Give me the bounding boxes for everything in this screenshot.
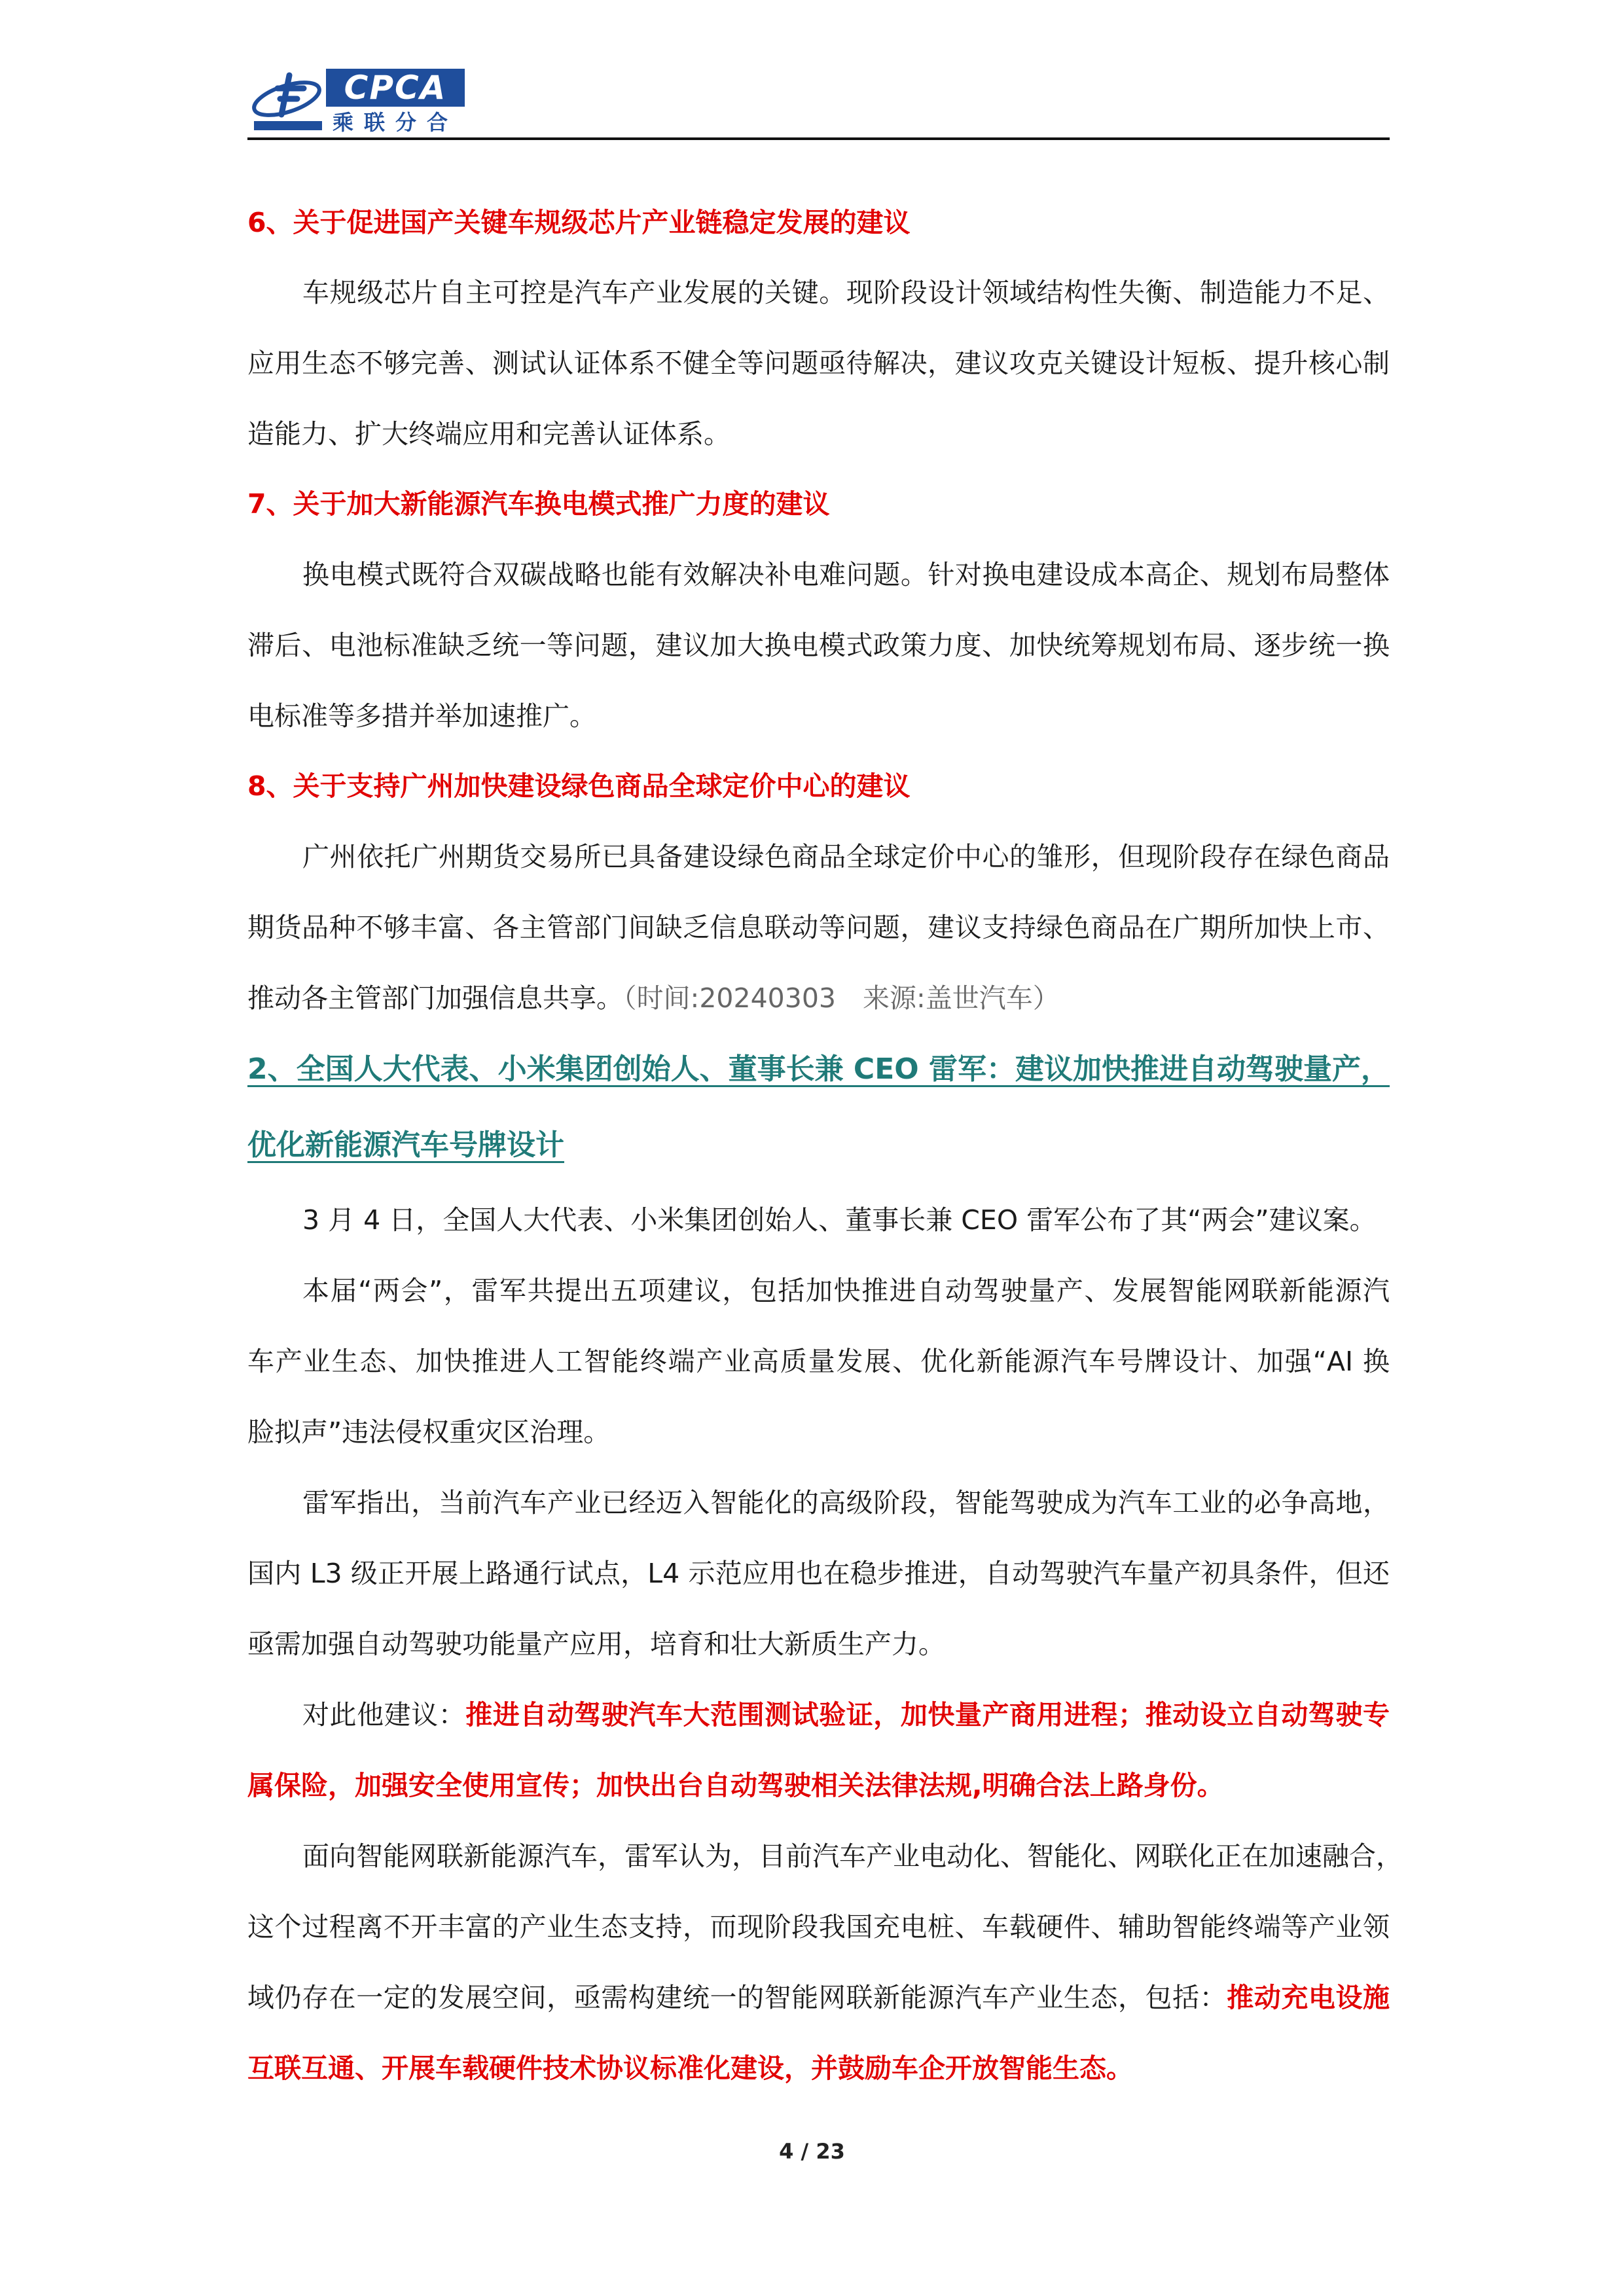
article-paragraph-line [247,1962,1390,2033]
recommendation-highlight: 推进自动驾驶汽车大范围测试验证，加快量产商用进程；推动设立自动驾驶专 [465,1699,1390,1731]
section-6-line: 造能力、扩大终端应用和完善认证体系。 [247,418,731,450]
cpca-logo [249,62,471,137]
article-paragraph-line: 脸拟声”违法侵权重灾区治理。 [247,1416,611,1448]
section-7-title: 7、关于加大新能源汽车换电模式推广力度的建议 [247,488,830,520]
recommendation-lead: 对此他建议： [302,1699,466,1731]
article-paragraph: 面向智能网联新能源汽车，雷军认为，目前汽车产业电动化、智能化、网联化正在加速融合， [302,1840,1403,1872]
section-6-line: 应用生态不够完善、测试认证体系不健全等问题亟待解决，建议攻克关键设计短板、提升核心制 [247,348,1390,379]
article-paragraph-line: 车产业生态、加快推进人工智能终端产业高质量发展、优化新能源汽车号牌设计、加强“AI 换 [247,1346,1390,1377]
section-6-line: 车规级芯片自主可控是汽车产业发展的关键。现阶段设计领域结构性失衡、制造能力不足、 [302,277,1390,308]
cpca-emblem-icon [249,69,327,134]
header-divider [247,137,1390,140]
article-paragraph-line: 这个过程离不开丰富的产业生态支持，而现阶段我国充电桩、车载硬件、辅助智能终端等产业领 [247,1911,1390,1943]
section-8-line-text: 推动各主管部门加强信息共享。 [247,982,623,1014]
ecosystem-text: 域仍存在一定的发展空间，亟需构建统一的智能网联新能源汽车产业生态，包括： [247,1982,1227,2013]
section-8-title: 8、关于支持广州加快建设绿色商品全球定价中心的建议 [247,770,911,802]
logo-subtitle: 乘联分合 [333,110,459,135]
page-number: 4 / 23 [779,2139,845,2164]
article-paragraph: 本届“两会”，雷军共提出五项建议，包括加快推进自动驾驶量产、发展智能网联新能源汽 [302,1275,1390,1306]
source-note: （时间:20240303 来源:盖世汽车） [623,982,1060,1014]
section-7-line: 电标准等多措并举加速推广。 [247,700,596,732]
section-7-line: 滞后、电池标准缺乏统一等问题，建议加大换电模式政策力度、加快统筹规划布局、逐步统一换 [247,630,1390,661]
ecosystem-highlight-line: 互联互通、开展车载硬件技术协议标准化建设，并鼓励车企开放智能生态。 [247,2053,1133,2084]
article-paragraph: 雷军指出，当前汽车产业已经迈入智能化的高级阶段，智能驾驶成为汽车工业的必争高地， [302,1487,1390,1518]
article-title: 2、全国人大代表、小米集团创始人、董事长兼 CEO 雷军：建议加快推进自动驾驶量产， [247,1052,1390,1086]
article-paragraph-line: 亟需加强自动驾驶功能量产应用，培育和壮大新质生产力。 [247,1628,945,1660]
logo-wordmark: CPCA [326,69,465,107]
ecosystem-highlight: 推动充电设施 [1227,1982,1390,2013]
section-8-line: 广州依托广州期货交易所已具备建设绿色商品全球定价中心的雏形，但现阶段存在绿色商品 [302,841,1390,872]
article-title-cont: 优化新能源汽车号牌设计 [247,1128,564,1162]
article-paragraph-line: 国内 L3 级正开展上路通行试点，L4 示范应用也在稳步推进，自动驾驶汽车量产初具条件，但还 [247,1558,1390,1589]
section-8-last-line [247,963,1390,1033]
recommendation-highlight-line: 属保险，加强安全使用宣传；加快出台自动驾驶相关法律法规,明确合法上路身份。 [247,1770,1224,1801]
article-paragraph: 3 月 4 日，全国人大代表、小米集团创始人、董事长兼 CEO 雷军公布了其“两会”建议案。 [302,1204,1377,1236]
recommendation-paragraph [247,1679,1390,1750]
section-7-line: 换电模式既符合双碳战略也能有效解决补电难问题。针对换电建设成本高企、规划布局整体 [302,559,1390,590]
section-6-title: 6、关于促进国产关键车规级芯片产业链稳定发展的建议 [247,207,911,238]
section-8-line: 期货品种不够丰富、各主管部门间缺乏信息联动等问题，建议支持绿色商品在广期所加快上市、 [247,912,1390,943]
